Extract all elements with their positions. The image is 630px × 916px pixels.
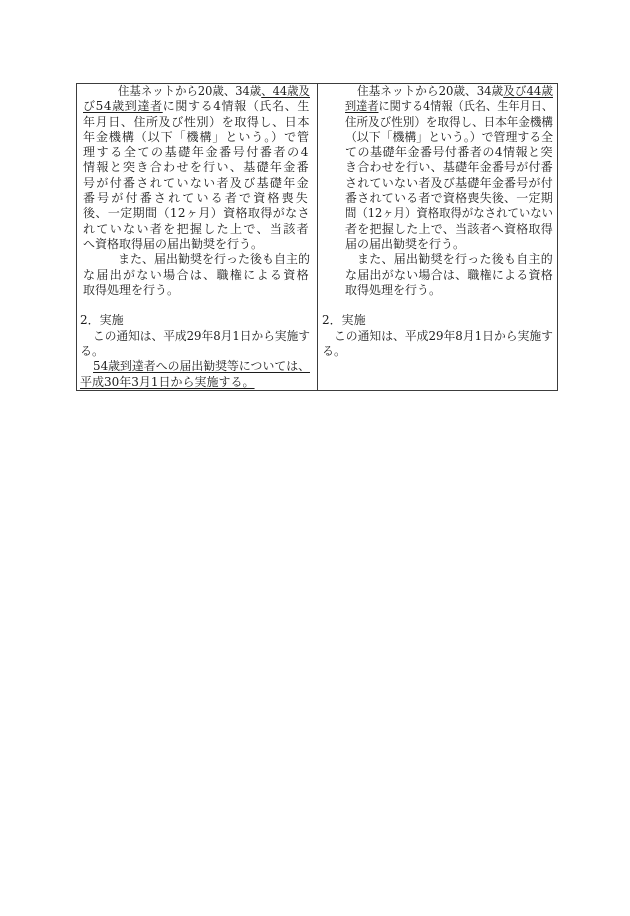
text-segment: 情報と突き合わせを行い、基礎年金番 — [83, 160, 310, 175]
text-line-content — [83, 99, 310, 114]
text-segment: 者を把握した上で、当該者へ資格取得 — [345, 221, 553, 236]
body-paragraph — [322, 84, 553, 252]
text-segment: 年月日、住所及び性別）を取得し、日本 — [83, 114, 310, 129]
text-line-content — [93, 359, 310, 374]
text-line-content — [83, 130, 310, 145]
comparison-table — [76, 83, 558, 391]
text-line-content — [322, 344, 346, 359]
text-line-content — [83, 268, 310, 283]
text-line-content — [83, 115, 310, 130]
underlined-text: 到達者 — [345, 99, 379, 114]
text-segment: る。 — [322, 344, 347, 359]
text-line-content — [118, 252, 310, 267]
text-line-content — [345, 115, 553, 130]
text-segment: 取得処理を行う。 — [83, 282, 180, 297]
text-line — [83, 237, 310, 252]
body-paragraph — [80, 252, 310, 298]
text-segment: 住所及び性別）を取得し、日本年金機構 — [345, 114, 553, 129]
section-heading: 2．実施 — [80, 313, 124, 328]
text-line — [118, 252, 310, 267]
text-line — [345, 115, 553, 130]
section-2-implementation — [80, 313, 310, 389]
text-segment: 番されている者で資格喪失後、一定期 — [345, 191, 553, 206]
text-segment: れていない者を把握した上で、当該者 — [83, 221, 310, 236]
text-segment: ての基礎年金番号付番者の4情報と突 — [345, 145, 553, 160]
text-line — [345, 160, 553, 175]
section-2-implementation — [322, 313, 553, 359]
text-line-content — [345, 268, 553, 283]
text-segment: に関する4情報（氏名、生 — [162, 99, 310, 114]
text-line — [83, 283, 310, 298]
text-segment: されていない者及び基礎年金番号が付 — [345, 175, 553, 190]
body-paragraph — [322, 252, 553, 298]
text-line — [345, 191, 553, 206]
text-segment: この通知は、平成29年8月1日から実施す — [93, 328, 310, 343]
text-line-content — [93, 329, 310, 344]
text-line — [334, 329, 553, 344]
comparison-column-left — [77, 84, 318, 390]
text-line-content — [83, 145, 310, 160]
underlined-text: 54歳到達者への届出勧奨等については、 — [93, 359, 310, 374]
underlined-text: 平成30年3月1日から実施する。 — [80, 374, 255, 389]
text-segment: な届出がない場合は、職権による資格 — [83, 267, 310, 282]
text-segment: 理する全ての基礎年金番号付番者の4 — [83, 145, 310, 160]
text-line — [83, 206, 310, 221]
text-line-content — [345, 145, 553, 160]
text-line — [93, 329, 310, 344]
text-line-content — [345, 160, 553, 175]
text-line-content — [83, 237, 263, 252]
underlined-text: び54歳到達者 — [83, 99, 163, 114]
text-line — [93, 359, 310, 374]
text-line — [357, 252, 553, 267]
text-segment: 間（12ヶ月）資格取得がなされていない — [345, 206, 553, 221]
text-segment: 取得処理を行う。 — [345, 282, 442, 297]
text-line — [345, 268, 553, 283]
text-line — [80, 375, 310, 390]
comparison-column-right — [318, 84, 557, 390]
text-line — [345, 283, 553, 298]
text-segment: き合わせを行い、基礎年金番号が付番 — [345, 160, 553, 175]
text-line-content — [345, 130, 553, 145]
text-segment: 番号が付番されている者で資格喪失 — [83, 191, 310, 206]
text-line — [83, 145, 310, 160]
text-line-content — [80, 375, 255, 390]
text-segment: また、届出勧奨を行った後も自主的 — [357, 252, 553, 267]
text-line-content — [83, 160, 310, 175]
section-heading: 2．実施 — [322, 313, 366, 328]
text-segment: る。 — [80, 344, 105, 359]
text-line-content — [345, 237, 465, 252]
underlined-text: 、44歳及 — [261, 84, 310, 98]
text-line-content — [345, 191, 553, 206]
text-line — [83, 130, 310, 145]
text-line — [345, 130, 553, 145]
text-segment: 年金機構（以下「機構」という。）で管 — [83, 129, 310, 144]
note-paragraph — [80, 329, 310, 360]
underlined-text: 及び44歳 — [503, 84, 553, 98]
text-line-content — [118, 84, 310, 99]
text-line — [345, 145, 553, 160]
text-line — [83, 222, 310, 237]
text-line-content — [345, 283, 441, 298]
note-paragraph — [80, 359, 310, 390]
text-segment: この通知は、平成29年8月1日から実施す — [334, 328, 553, 343]
text-line-content — [83, 191, 310, 206]
text-segment: （以下「機構」という。）で管理する全 — [345, 129, 553, 144]
text-line — [345, 176, 553, 191]
text-line — [345, 206, 553, 221]
text-segment: また、届出勧奨を行った後も自主的 — [118, 252, 310, 267]
section-2-paragraphs — [80, 329, 310, 390]
text-line-content — [83, 283, 179, 298]
text-line-content — [345, 222, 553, 237]
text-segment: に関する4情報（氏名、生年月日、 — [378, 99, 553, 114]
text-line — [83, 99, 310, 114]
text-line — [345, 222, 553, 237]
section-1-body — [322, 84, 553, 298]
text-segment: へ資格取得届の届出勧奨を行う。 — [83, 236, 264, 251]
text-line-content — [83, 222, 310, 237]
text-segment: 届の届出勧奨を行う。 — [345, 236, 466, 251]
text-line-content — [357, 252, 553, 267]
text-line-content — [83, 206, 310, 221]
section-1-body — [80, 84, 310, 298]
text-segment: 住基ネットから20歳、34歳 — [118, 84, 262, 98]
text-segment: 号が付番されていない者及び基礎年金 — [83, 175, 310, 190]
text-segment: 住基ネットから20歳、34歳 — [357, 84, 504, 98]
text-line — [83, 268, 310, 283]
text-line — [357, 84, 553, 99]
text-line-content — [345, 99, 553, 114]
text-segment: な届出がない場合は、職権による資格 — [345, 267, 553, 282]
text-line-content — [334, 329, 553, 344]
text-line — [345, 237, 553, 252]
body-paragraph — [80, 84, 310, 252]
text-line — [118, 84, 310, 99]
text-line-content — [80, 344, 104, 359]
section-2-paragraphs — [322, 329, 553, 360]
text-line-content — [357, 84, 553, 99]
note-paragraph — [322, 329, 553, 360]
text-line-content — [83, 176, 310, 191]
text-line — [83, 115, 310, 130]
text-line — [83, 176, 310, 191]
text-segment: 後、一定期間（12ヶ月）資格取得がなさ — [83, 206, 310, 221]
text-line — [83, 191, 310, 206]
text-line-content — [345, 176, 553, 191]
text-line — [322, 344, 553, 359]
text-line — [83, 160, 310, 175]
text-line — [80, 344, 310, 359]
text-line — [345, 99, 553, 114]
text-line-content — [345, 206, 553, 221]
